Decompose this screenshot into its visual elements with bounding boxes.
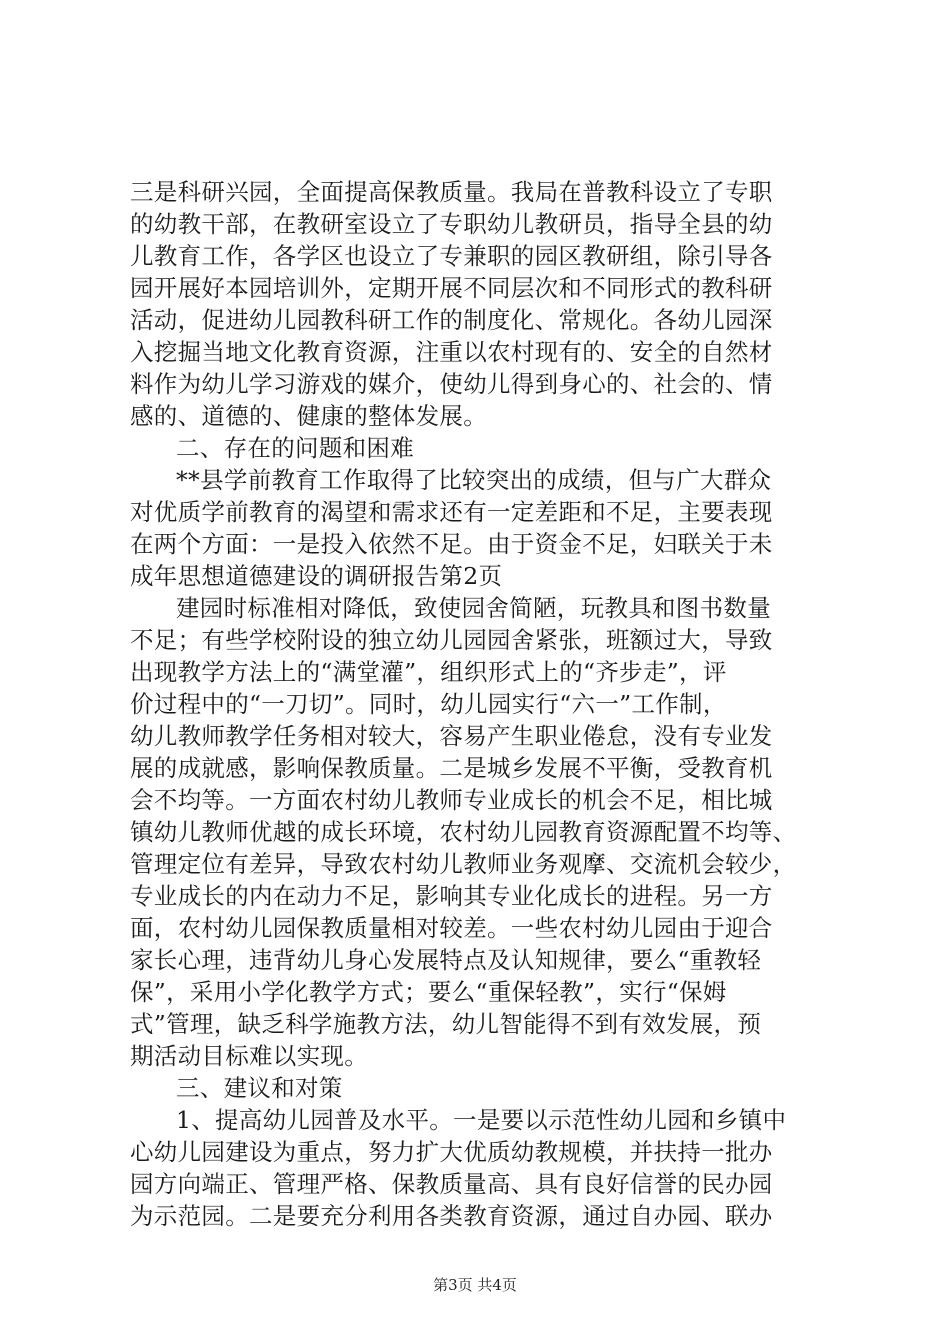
text-line: 建园时标准相对降低，致使园舍简陋，玩教具和图书数量 [176, 594, 771, 622]
text-line: 三、建议和对策 [176, 1074, 343, 1102]
text-line: 会不均等。一方面农村幼儿教师专业成长的机会不足，相比城 [130, 786, 773, 814]
text-line: 的幼教干部，在教研室设立了专职幼儿教研员，指导全县的幼 [130, 210, 773, 238]
text-line: 园开展好本园培训外，定期开展不同层次和不同形式的教科研 [130, 274, 773, 302]
text-line: 入挖掘当地文化教育资源，注重以农村现有的、安全的自然材 [130, 338, 773, 366]
text-line: 家长心理，违背幼儿身心发展特点及认知规律，要么“重教轻 [130, 946, 762, 974]
text-line: 活动，促进幼儿园教科研工作的制度化、常规化。各幼儿园深 [130, 306, 773, 334]
text-line: **县学前教育工作取得了比较突出的成绩，但与广大群众 [176, 466, 772, 494]
text-line: 管理定位有差异，导致农村幼儿教师业务观摩、交流机会较少， [130, 850, 797, 878]
text-line: 出现教学方法上的“满堂灌”，组织形式上的“齐步走”，评 [130, 658, 727, 686]
text-line: 式”管理，缺乏科学施教方法，幼儿智能得不到有效发展，预 [130, 1010, 762, 1038]
text-line: 不足；有些学校附设的独立幼儿园园舍紧张，班额过大，导致 [130, 626, 773, 654]
text-line: 镇幼儿教师优越的成长环境，农村幼儿园教育资源配置不均等、 [130, 818, 797, 846]
text-line: 儿教育工作，各学区也设立了专兼职的园区教研组，除引导各 [130, 242, 773, 270]
text-line: 为示范园。二是要充分利用各类教育资源，通过自办园、联办 [130, 1202, 773, 1230]
text-line: 专业成长的内在动力不足，影响其专业化成长的进程。另一方 [130, 882, 773, 910]
page-footer: 第3页 共4页 [433, 1276, 517, 1294]
text-line: 展的成就感，影响保教质量。二是城乡发展不平衡，受教育机 [130, 754, 773, 782]
text-line: 面，农村幼儿园保教质量相对较差。一些农村幼儿园由于迎合 [130, 914, 773, 942]
text-line: 价过程中的“一刀切”。同时，幼儿园实行“六一”工作制， [130, 690, 727, 718]
text-line: 成年思想道德建设的调研报告第2页 [130, 562, 503, 590]
text-line: 1、提高幼儿园普及水平。一是要以示范性幼儿园和乡镇中 [176, 1106, 787, 1134]
document-body [130, 176, 830, 1232]
text-line: 感的、道德的、健康的整体发展。 [130, 402, 487, 430]
text-line: 料作为幼儿学习游戏的媒介，使幼儿得到身心的、社会的、情 [130, 370, 773, 398]
text-line: 幼儿教师教学任务相对较大，容易产生职业倦怠，没有专业发 [130, 722, 773, 750]
text-line: 心幼儿园建设为重点，努力扩大优质幼教规模，并扶持一批办 [130, 1138, 773, 1166]
text-line: 园方向端正、管理严格、保教质量高、具有良好信誉的民办园 [130, 1170, 773, 1198]
text-line: 三是科研兴园，全面提高保教质量。我局在普教科设立了专职 [130, 178, 773, 206]
text-line: 保”，采用小学化教学方式；要么“重保轻教”，实行“保姆 [130, 978, 727, 1006]
text-line: 在两个方面：一是投入依然不足。由于资金不足，妇联关于未 [130, 530, 773, 558]
text-line: 对优质学前教育的渴望和需求还有一定差距和不足，主要表现 [130, 498, 773, 526]
text-line: 二、存在的问题和困难 [176, 434, 414, 462]
text-line: 期活动目标难以实现。 [130, 1042, 368, 1070]
